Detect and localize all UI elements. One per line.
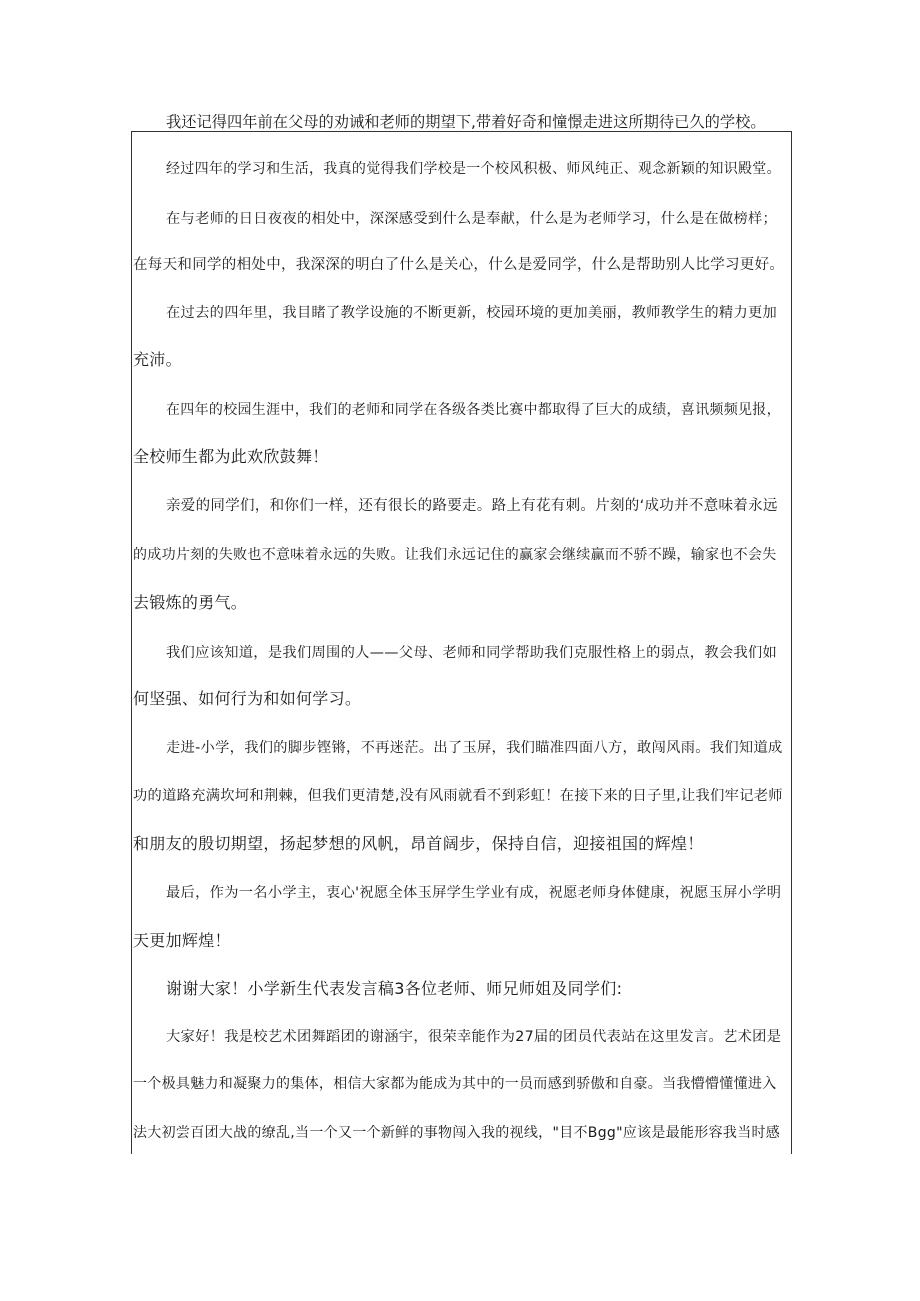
- text-line: 功的道路充满坎坷和荆棘，但我们更清楚,没有风雨就看不到彩虹！在接下来的日子里,让我们牢记老师: [133, 788, 783, 804]
- text-line: 谢谢大家！小学新生代表发言稿3各位老师、师兄师姐及同学们:: [166, 979, 623, 998]
- text-line: 在四年的校园生涯中，我们的老师和同学在各级各类比赛中都取得了巨大的成绩，喜讯频频见报，: [166, 402, 781, 418]
- text-line: 在与老师的日日夜夜的相处中，深深感受到什么是奉献，什么是为老师学习，什么是在做榜样；: [166, 211, 778, 227]
- text-line: 全校师生都为此欢欣鼓舞！: [133, 447, 329, 466]
- text-line: 我们应该知道，是我们周围的人——父母、老师和同学帮助我们克服性格上的弱点，教会我们如: [166, 645, 778, 661]
- text-line: 走进-小学，我们的脚步铿锵，不再迷茫。出了玉屏，我们瞄准四面八方，敢闯风雨。我们知道成: [166, 740, 783, 756]
- text-line: 一个极具魅力和凝聚力的集体，相信大家都为能成为其中的一员而感到骄傲和自豪。当我懵懵懂懂进入: [133, 1076, 777, 1092]
- text-line: 大家好！我是校艺术团舞蹈团的谢涵宇，很荣幸能作为27届的团员代表站在这里发言。艺术团是: [166, 1029, 782, 1045]
- text-line: 何坚强、如何行为和如何学习。: [133, 689, 362, 708]
- text-line: 在过去的四年里，我目睹了教学设施的不断更新，校园环境的更加美丽，教师教学生的精力更加: [166, 305, 778, 321]
- text-line: 法大初尝百团大战的缭乱,当一个又一个新鲜的事物闯入我的视线，"目不Bgg"应该是最能形容我当时感: [133, 1125, 781, 1141]
- text-line: 去锻炼的勇气。: [133, 593, 248, 612]
- text-line: 的成功片刻的失败也不意味着永远的失败。让我们永远记住的赢家会继续赢而不骄不躁，输家也不会失: [133, 547, 777, 563]
- text-line: 亲爱的同学们，和你们一样，还有很长的路要走。路上有花有刺。片刻的‘成功并不意味着永远: [166, 498, 778, 514]
- intro-line: 我还记得四年前在父母的劝诫和老师的期望下,带着好奇和憧憬走进这所期待已久的学校。: [166, 113, 766, 131]
- text-line: 天更加辉煌！: [133, 931, 231, 950]
- text-line: 经过四年的学习和生活，我真的觉得我们学校是一个校风积极、师风纯正、观念新颖的知识殿堂。: [166, 161, 781, 177]
- text-line: 充沛。: [133, 350, 182, 369]
- text-line: 和朋友的殷切期望，扬起梦想的风帆，昂首阔步，保持自信，迎接祖国的辉煌！: [133, 834, 704, 853]
- text-line: 在每天和同学的相处中，我深深的明白了什么是关心，什么是爱同学，什么是帮助别人比学习更好。: [133, 257, 785, 273]
- text-line: 最后，作为一名小学主，衷心'祝愿全体玉屏学生学业有成，祝愿老师身体健康，祝愿玉屏小学明: [166, 885, 782, 901]
